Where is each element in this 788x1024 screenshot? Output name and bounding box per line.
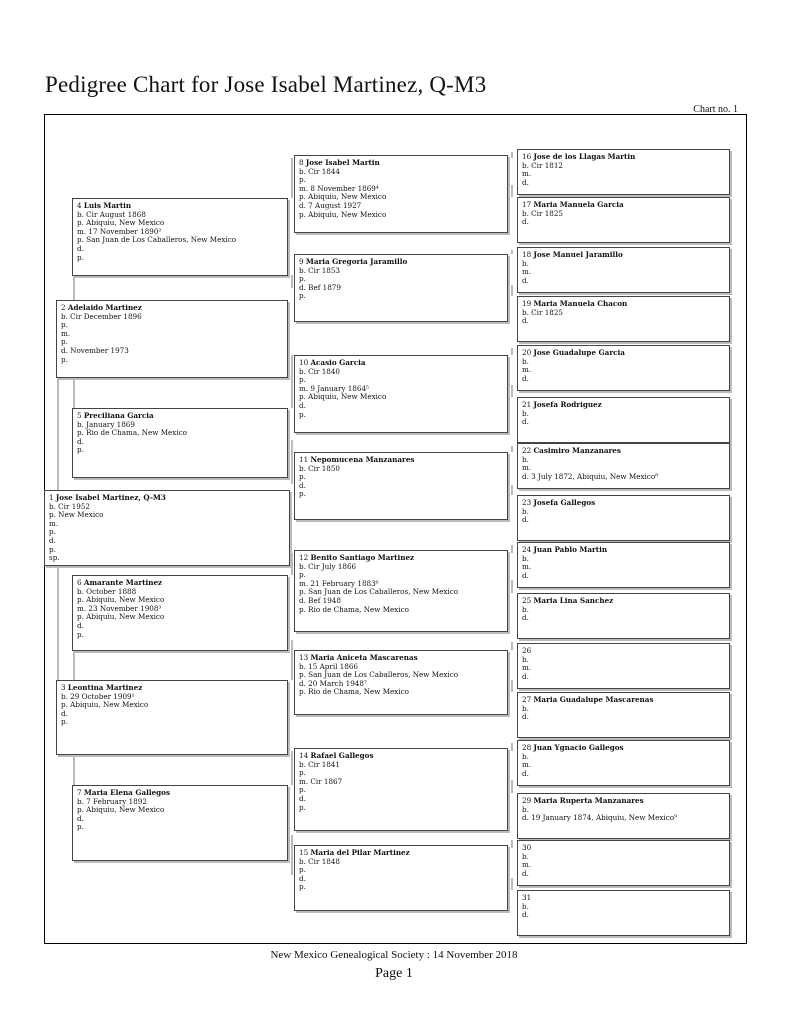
person-detail-line: p.	[299, 472, 306, 482]
person-detail-line: m.	[522, 267, 532, 277]
person-heading	[522, 744, 725, 753]
person-number: 16	[522, 152, 532, 161]
person-heading	[522, 251, 725, 260]
person-name: Rafael Gallegos	[310, 751, 374, 760]
person-number: 20	[522, 348, 532, 357]
person-name: Adelaido Martinez	[67, 303, 142, 312]
person-detail-line: b.	[522, 454, 529, 464]
person-name: Casimiro Manzanares	[533, 446, 621, 455]
person-heading	[522, 894, 725, 903]
person-detail-line: p. San Juan de Los Caballeros, New Mexico	[299, 670, 459, 680]
person-detail-line: sp.	[49, 553, 60, 563]
person-detail-line: p.	[299, 375, 306, 385]
person-detail-line: d.	[77, 620, 84, 630]
person-detail-line: b. Cir 1848	[299, 856, 340, 866]
person-detail-line: p.	[49, 527, 56, 537]
person-detail-line: p.	[299, 882, 306, 892]
person-name: Acasio Garcia	[310, 358, 366, 367]
person-name: Juan Ygnacio Gallegos	[533, 743, 624, 752]
person-name: Maria del Pilar Martinez	[310, 848, 410, 857]
person-name: Jose Isabel Martinez, Q-M3	[55, 493, 166, 502]
person-detail-line: d. 3 July 1872, Abiquiu, New Mexico⁸	[522, 471, 659, 481]
person-box-11	[294, 452, 508, 520]
person-heading	[522, 499, 725, 508]
person-box-31	[517, 890, 730, 936]
person-box-19	[517, 296, 730, 342]
person-box-1	[44, 490, 290, 566]
person-number: 6	[77, 578, 82, 587]
person-name: Juan Pablo Martin	[533, 545, 608, 554]
person-box-27	[517, 692, 730, 738]
person-detail-line: p.	[299, 489, 306, 499]
person-number: 13	[299, 653, 309, 662]
person-detail-line: p. Abiquiu, New Mexico	[77, 805, 165, 815]
person-box-16	[517, 149, 730, 195]
person-detail-line: p.	[77, 629, 84, 639]
person-number: 2	[61, 303, 66, 312]
person-box-17	[517, 197, 730, 243]
person-detail-line: m.	[522, 169, 532, 179]
person-detail-line: b. 7 February 1892	[77, 796, 147, 806]
chart-number: Chart no. 1	[693, 104, 738, 115]
person-box-24	[517, 542, 730, 588]
person-heading	[522, 401, 725, 410]
person-number: 17	[522, 200, 532, 209]
person-detail-line: d.	[522, 868, 529, 878]
person-heading	[522, 844, 725, 853]
page-number: Page 1	[375, 966, 413, 981]
person-detail-line: d.	[522, 177, 529, 187]
person-detail-line: b.	[522, 851, 529, 861]
person-box-4	[72, 198, 288, 276]
person-detail-line: b.	[522, 553, 529, 563]
person-detail-line: b.	[522, 604, 529, 614]
person-box-30	[517, 840, 730, 886]
person-detail-line: m.	[522, 463, 532, 473]
person-name: Nepomucena Manzanares	[310, 455, 415, 464]
person-detail-line: d.	[522, 417, 529, 427]
person-box-15	[294, 845, 508, 911]
person-name: Maria Manuela Chacon	[533, 299, 628, 308]
person-detail-line: b. Cir 1952	[49, 501, 90, 511]
person-detail-line: b.	[522, 703, 529, 713]
person-detail-line: p. Abiquiu, New Mexico	[77, 218, 165, 228]
person-detail-line: d.	[522, 712, 529, 722]
person-number: 27	[522, 695, 532, 704]
person-heading	[522, 696, 725, 705]
person-detail-line: b. Cir 1825	[522, 307, 563, 317]
person-name: Amarante Martinez	[83, 578, 163, 587]
person-detail-line: b. Cir 1850	[299, 463, 340, 473]
person-name: Jose Isabel Martin	[305, 158, 380, 167]
person-detail-line: b. Cir 1841	[299, 759, 340, 769]
person-number: 5	[77, 411, 82, 420]
person-box-3	[56, 680, 288, 755]
person-number: 3	[61, 683, 66, 692]
person-detail-line: p.	[299, 175, 306, 185]
person-number: 14	[299, 751, 309, 760]
person-detail-line: p.	[299, 768, 306, 778]
person-name: Maria Gregoria Jaramillo	[305, 257, 408, 266]
person-box-13	[294, 650, 508, 715]
person-heading	[522, 647, 725, 656]
person-detail-line: p.	[77, 252, 84, 262]
person-detail-line: d.	[522, 570, 529, 580]
person-detail-line: b. Cir 1825	[522, 208, 563, 218]
person-detail-line: b. Cir 1812	[522, 160, 563, 170]
person-detail-line: d.	[77, 813, 84, 823]
person-detail-line: b. 29 October 1909¹	[61, 691, 135, 701]
person-detail-line: p.	[61, 354, 68, 364]
person-detail-line: p. San Juan de Los Caballeros, New Mexico	[299, 587, 459, 597]
person-detail-line: d.	[49, 535, 56, 545]
person-number: 9	[299, 257, 304, 266]
person-heading	[522, 447, 725, 456]
person-detail-line: d.	[522, 910, 529, 920]
chart-title: Pedigree Chart for Jose Isabel Martinez, Q-M3	[45, 72, 487, 97]
person-box-26	[517, 643, 730, 689]
person-name: Leontina Martinez	[67, 683, 143, 692]
person-box-20	[517, 345, 730, 391]
person-detail-line: p. Rio de Chama, New Mexico	[299, 687, 410, 697]
person-number: 8	[299, 158, 304, 167]
person-detail-line: d.	[522, 671, 529, 681]
person-detail-line: d.	[522, 316, 529, 326]
person-detail-line: b. Cir 1853	[299, 265, 340, 275]
person-detail-line: p.	[77, 822, 84, 832]
person-detail-line: d.	[299, 873, 306, 883]
person-box-14	[294, 748, 508, 831]
person-detail-line: b. 15 April 1866	[299, 661, 359, 671]
person-name: Josefa Rodriguez	[533, 400, 602, 409]
person-detail-line: p.	[299, 802, 306, 812]
person-detail-line: m.	[522, 860, 532, 870]
person-name: Maria Lina Sanchez	[533, 596, 614, 605]
person-detail-line: d.	[522, 768, 529, 778]
person-detail-line: m. Cir 1867	[299, 776, 343, 786]
person-heading	[522, 597, 725, 606]
person-detail-line: d.	[522, 275, 529, 285]
person-name: Maria Guadalupe Mascarenas	[533, 695, 654, 704]
person-name: Jose Manuel Jaramillo	[533, 250, 623, 259]
person-detail-line: b. Cir 1844	[299, 166, 340, 176]
person-detail-line: p.	[299, 865, 306, 875]
person-detail-line: d. 19 January 1874, Abiquiu, New Mexico⁹	[522, 813, 677, 823]
person-detail-line: m.	[49, 518, 59, 528]
person-name: Maria Elena Gallegos	[83, 788, 171, 797]
person-number: 26	[522, 646, 532, 655]
person-detail-line: b.	[522, 258, 529, 268]
person-number: 7	[77, 788, 82, 797]
person-detail-line: b. January 1869	[77, 419, 135, 429]
person-number: 22	[522, 446, 532, 455]
person-detail-line: d. Bef 1948	[299, 595, 341, 605]
person-name: Maria Manuela Garcia	[533, 200, 624, 209]
person-detail-line: p. Abiquiu, New Mexico	[299, 392, 387, 402]
person-number: 28	[522, 743, 532, 752]
person-detail-line: p. Abiquiu, New Mexico	[299, 192, 387, 202]
person-box-25	[517, 593, 730, 639]
person-detail-line: d. 20 March 1948⁷	[299, 678, 367, 688]
person-detail-line: p. Abiquiu, New Mexico	[299, 209, 387, 219]
person-detail-line: p.	[61, 320, 68, 330]
person-detail-line: d. November 1973	[61, 345, 129, 355]
person-number: 31	[522, 893, 532, 902]
person-box-2	[56, 300, 288, 378]
person-number: 24	[522, 545, 532, 554]
person-detail-line: d.	[299, 400, 306, 410]
person-detail-line: p. Abiquiu, New Mexico	[77, 595, 165, 605]
person-detail-line: b.	[522, 901, 529, 911]
person-box-5	[72, 408, 288, 478]
person-box-12	[294, 550, 508, 632]
person-box-23	[517, 495, 730, 541]
person-box-6	[72, 575, 288, 651]
person-detail-line: p. Rio de Chama, New Mexico	[299, 604, 410, 614]
person-detail-line: b.	[522, 506, 529, 516]
person-box-10	[294, 355, 508, 433]
person-heading	[522, 797, 725, 806]
person-box-9	[294, 254, 508, 322]
person-detail-line: d.	[522, 515, 529, 525]
person-detail-line: b. Cir December 1896	[61, 311, 142, 321]
person-detail-line: b.	[522, 356, 529, 366]
person-detail-line: b. Cir August 1868	[77, 209, 146, 219]
person-heading	[522, 349, 725, 358]
person-number: 15	[299, 848, 309, 857]
person-box-22	[517, 443, 730, 489]
person-number: 30	[522, 843, 532, 852]
person-detail-line: b.	[522, 804, 529, 814]
person-detail-line: m. 23 November 1908³	[77, 603, 162, 613]
person-detail-line: d.	[522, 373, 529, 383]
person-detail-line: m.	[522, 663, 532, 673]
person-detail-line: m.	[61, 328, 71, 338]
person-detail-line: p. New Mexico	[49, 510, 104, 520]
person-detail-line: p. Abiquiu, New Mexico	[77, 612, 165, 622]
person-detail-line: p.	[299, 409, 306, 419]
person-box-21	[517, 397, 730, 443]
footer-text: New Mexico Genealogical Society : 14 November 2018	[270, 949, 518, 961]
person-detail-line: p.	[299, 274, 306, 284]
person-detail-line: b. October 1888	[77, 586, 137, 596]
person-name: Preciliana Garcia	[83, 411, 154, 420]
person-number: 25	[522, 596, 532, 605]
person-detail-line: p.	[49, 544, 56, 554]
person-detail-line: m.	[522, 562, 532, 572]
person-detail-line: p.	[299, 291, 306, 301]
person-detail-line: m. 17 November 1890²	[77, 226, 162, 236]
person-detail-line: m.	[522, 365, 532, 375]
person-number: 11	[299, 455, 309, 464]
person-detail-line: d.	[522, 613, 529, 623]
person-detail-line: d.	[299, 793, 306, 803]
person-detail-line: d.	[522, 217, 529, 227]
person-box-28	[517, 740, 730, 786]
person-detail-line: p.	[299, 785, 306, 795]
person-detail-line: m. 9 January 1864⁵	[299, 383, 369, 393]
person-detail-line: b. Cir 1840	[299, 366, 340, 376]
person-detail-line: b.	[522, 408, 529, 418]
person-detail-line: p.	[61, 337, 68, 347]
person-detail-line: d. 7 August 1927	[299, 200, 362, 210]
person-detail-line: b.	[522, 751, 529, 761]
person-box-8	[294, 155, 508, 233]
person-number: 23	[522, 498, 532, 507]
person-detail-line: b.	[522, 654, 529, 664]
person-name: Maria Aniceta Mascarenas	[310, 653, 418, 662]
person-detail-line: m. 21 February 1883⁶	[299, 578, 379, 588]
person-name: Josefa Gallegos	[533, 498, 596, 507]
person-number: 19	[522, 299, 532, 308]
person-number: 1	[49, 493, 54, 502]
person-detail-line: p. San Juan de Los Caballeros, New Mexico	[77, 235, 237, 245]
person-number: 4	[77, 201, 82, 210]
person-detail-line: d.	[299, 480, 306, 490]
person-detail-line: d.	[77, 436, 84, 446]
person-number: 12	[299, 553, 309, 562]
person-name: Maria Ruperta Manzanares	[533, 796, 644, 805]
person-detail-line: m. 8 November 1869⁴	[299, 183, 379, 193]
person-number: 18	[522, 250, 532, 259]
person-detail-line: d.	[61, 708, 68, 718]
person-detail-line: p.	[77, 445, 84, 455]
person-box-18	[517, 247, 730, 293]
person-detail-line: d.	[77, 243, 84, 253]
person-number: 10	[299, 358, 309, 367]
person-box-29	[517, 793, 730, 839]
person-detail-line: p.	[299, 570, 306, 580]
person-heading	[522, 546, 725, 555]
person-number: 21	[522, 400, 532, 409]
person-detail-line: b. Cir July 1866	[299, 561, 357, 571]
person-detail-line: m.	[522, 760, 532, 770]
person-detail-line: p. Rio de Chama, New Mexico	[77, 428, 188, 438]
person-number: 29	[522, 796, 532, 805]
person-detail-line: d. Bef 1879	[299, 282, 341, 292]
person-detail-line: p.	[61, 717, 68, 727]
person-name: Luis Martin	[83, 201, 132, 210]
person-box-7	[72, 785, 288, 861]
person-name: Benito Santiago Martinez	[310, 553, 415, 562]
person-detail-line: p. Abiquiu, New Mexico	[61, 700, 149, 710]
person-name: Jose de los Llagas Martin	[533, 152, 636, 161]
person-name: Jose Guadalupe Garcia	[533, 348, 625, 357]
